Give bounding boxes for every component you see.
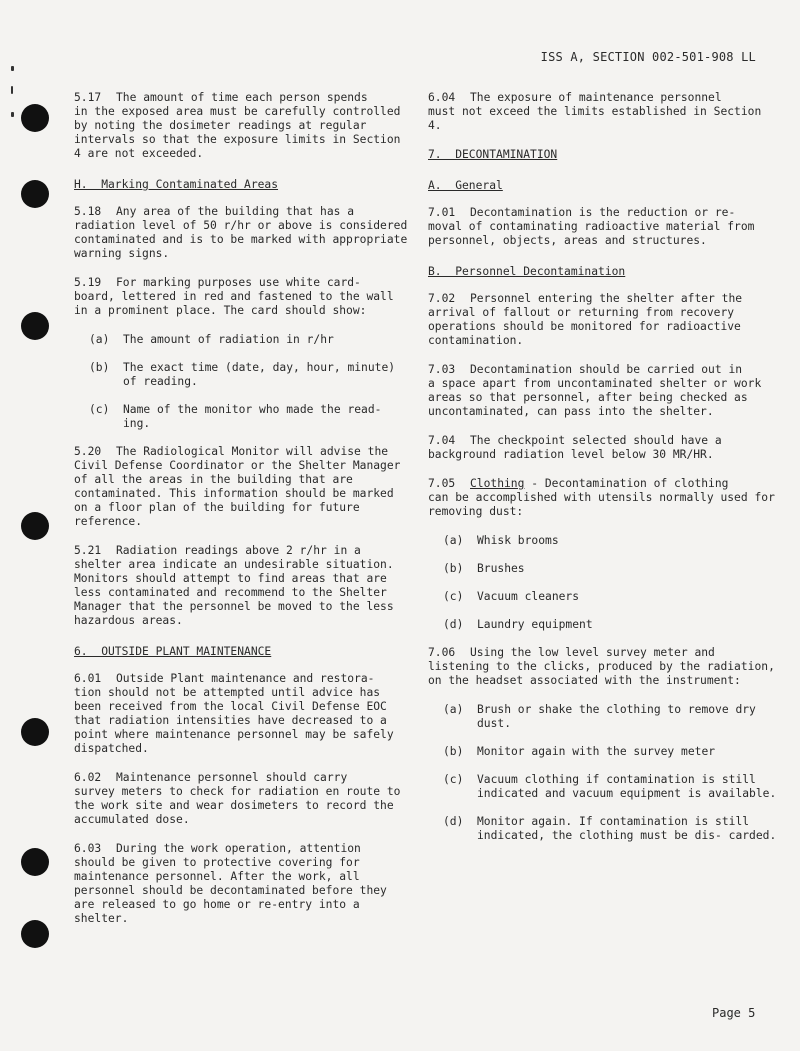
paragraph-7-01 <box>428 206 778 248</box>
paragraph-7-05 <box>428 477 778 519</box>
paragraph-5-21 <box>74 544 414 628</box>
paragraph-6-03 <box>74 842 414 926</box>
list-item <box>89 361 414 389</box>
list-label: (c) <box>443 773 464 786</box>
list-label: (a) <box>89 333 110 346</box>
paragraph-text: arrival of fallout or returning from recovery operations should be monitored for radioactive contamination. <box>428 306 741 347</box>
subsection-heading: B. Personnel Decontamination <box>428 265 626 278</box>
list-text: Whisk brooms <box>477 534 559 547</box>
list-item <box>443 534 778 548</box>
section-heading: 7. DECONTAMINATION <box>428 148 558 161</box>
paragraph-number: 7.01 <box>428 206 456 219</box>
list-item <box>443 703 778 731</box>
list-label: (d) <box>443 618 464 631</box>
paragraph-6-04 <box>428 91 778 133</box>
paragraph-6-02 <box>74 771 414 827</box>
marking-list <box>89 333 414 431</box>
page-number: Page 5 <box>712 1006 756 1020</box>
paragraph-text: Outside Plant maintenance and restora- <box>116 672 375 685</box>
right-column <box>428 91 778 857</box>
paragraph-5-19 <box>74 276 414 318</box>
section-heading: H. Marking Contaminated Areas <box>74 178 279 191</box>
paragraph-text: radiation level of 50 r/hr or above is considered contaminated and is to be marked with appropriate warning signs. <box>74 219 408 260</box>
paragraph-number: 7.02 <box>428 292 456 305</box>
binder-hole <box>21 312 49 340</box>
paragraph-text: in the exposed area must be carefully controlled by noting the dosimeter readings at regular intervals so that the exposure limits in Section 4 are not exceeded. <box>74 105 401 160</box>
paragraph-number: 7.06 <box>428 646 456 659</box>
paragraph-text: During the work operation, attention <box>116 842 361 855</box>
list-item <box>443 590 778 604</box>
paragraph-text: Personnel entering the shelter after the <box>470 292 743 305</box>
list-item <box>443 618 778 632</box>
binder-hole <box>21 104 49 132</box>
list-item <box>89 403 414 431</box>
paragraph-7-02 <box>428 292 778 348</box>
list-text: Monitor again. If contamination is still indicated, the clothing must be dis- carded. <box>477 815 777 842</box>
paper-speck <box>11 66 14 71</box>
binder-hole <box>21 512 49 540</box>
paragraph-number: 5.17 <box>74 91 102 104</box>
paragraph-text: shelter area indicate an undesirable situation. Monitors should attempt to find areas that are less contaminated and recommend to the Shelter Manager that the personnel be moved to the less hazardous areas. <box>74 558 394 627</box>
paragraph-text: Civil Defense Coordinator or the Shelter Manager of all the areas in the building that are contaminated. This information should be marked on a floor plan of the building for future reference. <box>74 459 401 528</box>
paragraph-number: 6.03 <box>74 842 102 855</box>
list-text: Brushes <box>477 562 525 575</box>
list-text: Brush or shake the clothing to remove dry dust. <box>477 703 756 730</box>
paragraph-text: Any area of the building that has a <box>116 205 355 218</box>
binder-hole <box>21 920 49 948</box>
paragraph-number: 5.19 <box>74 276 102 289</box>
subsection-heading: A. General <box>428 179 503 192</box>
list-label: (a) <box>443 534 464 547</box>
paragraph-text: board, lettered in red and fastened to the wall in a prominent place. The card should show: <box>74 290 394 317</box>
paragraph-5-20 <box>74 445 414 529</box>
utensil-list <box>443 534 778 632</box>
paragraph-text: - Decontamination of clothing <box>524 477 729 490</box>
paragraph-7-06 <box>428 646 778 688</box>
paper-speck <box>11 86 13 94</box>
list-text: Laundry equipment <box>477 618 593 631</box>
paragraph-text: tion should not be attempted until advice has been received from the local Civil Defense EOC that radiation intensities have decreased to a point where maintenance personnel may be safely dispatched. <box>74 686 394 755</box>
paragraph-text: The Radiological Monitor will advise the <box>116 445 389 458</box>
list-item <box>443 815 778 843</box>
paragraph-text: survey meters to check for radiation en route to the work site and wear dosimeters to record the accumulated dose. <box>74 785 401 826</box>
list-label: (b) <box>443 745 464 758</box>
paragraph-number: 7.03 <box>428 363 456 376</box>
paragraph-text: Decontamination is the reduction or re- <box>470 206 736 219</box>
list-label: (b) <box>443 562 464 575</box>
paragraph-number: 5.18 <box>74 205 102 218</box>
list-label: (c) <box>443 590 464 603</box>
paragraph-number: 7.05 <box>428 477 456 490</box>
paragraph-7-03 <box>428 363 778 419</box>
list-text: The amount of radiation in r/hr <box>123 333 334 346</box>
paragraph-5-18 <box>74 205 414 261</box>
paragraph-number: 6.04 <box>428 91 456 104</box>
paragraph-number: 7.04 <box>428 434 456 447</box>
list-label: (d) <box>443 815 464 828</box>
paragraph-text: moval of contaminating radioactive material from personnel, objects, areas and structures. <box>428 220 755 247</box>
paragraph-6-01 <box>74 672 414 756</box>
list-text: Name of the monitor who made the read- ing. <box>123 403 382 430</box>
document-id: ISS A, SECTION 002-501-908 LL <box>540 50 756 64</box>
list-text: Monitor again with the survey meter <box>477 745 716 758</box>
left-column <box>74 91 414 941</box>
clothing-term: Clothing <box>470 477 525 490</box>
paragraph-text: should be given to protective covering for maintenance personnel. After the work, all personnel should be decontaminated before they are released to go home or re-entry into a shelter. <box>74 856 387 925</box>
binder-hole <box>21 180 49 208</box>
paragraph-text: Decontamination should be carried out in <box>470 363 743 376</box>
list-text: Vacuum cleaners <box>477 590 580 603</box>
paragraph-text: Using the low level survey meter and <box>470 646 715 659</box>
paragraph-text: a space apart from uncontaminated shelter or work areas so that personnel, after being checked as uncontaminated, can pass into the shelter. <box>428 377 762 418</box>
binder-hole <box>21 848 49 876</box>
paragraph-7-04 <box>428 434 778 462</box>
section-heading: 6. OUTSIDE PLANT MAINTENANCE <box>74 645 272 658</box>
paragraph-text: The amount of time each person spends <box>116 91 368 104</box>
list-label: (c) <box>89 403 110 416</box>
paper-speck <box>11 112 14 117</box>
paragraph-5-17 <box>74 91 414 161</box>
paragraph-number: 5.21 <box>74 544 102 557</box>
paragraph-number: 6.01 <box>74 672 102 685</box>
list-item <box>443 562 778 576</box>
paragraph-text: Maintenance personnel should carry <box>116 771 348 784</box>
procedure-list <box>443 703 778 843</box>
list-label: (b) <box>89 361 110 374</box>
paragraph-text: The checkpoint selected should have a <box>470 434 722 447</box>
paragraph-number: 5.20 <box>74 445 102 458</box>
list-text: Vacuum clothing if contamination is still indicated and vacuum equipment is available. <box>477 773 777 800</box>
paragraph-text: can be accomplished with utensils normally used for removing dust: <box>428 491 775 518</box>
paragraph-text: listening to the clicks, produced by the radiation, on the headset associated with the instrument: <box>428 660 775 687</box>
list-text: The exact time (date, day, hour, minute) of reading. <box>123 361 396 388</box>
paragraph-text: must not exceed the limits established in Section 4. <box>428 105 762 132</box>
paragraph-text: For marking purposes use white card- <box>116 276 361 289</box>
list-item <box>89 333 414 347</box>
paragraph-number: 6.02 <box>74 771 102 784</box>
list-item <box>443 773 778 801</box>
binder-hole <box>21 718 49 746</box>
list-item <box>443 745 778 759</box>
paragraph-text: The exposure of maintenance personnel <box>470 91 722 104</box>
paragraph-text: Radiation readings above 2 r/hr in a <box>116 544 361 557</box>
list-label: (a) <box>443 703 464 716</box>
paragraph-text: background radiation level below 30 MR/HR. <box>428 448 714 461</box>
